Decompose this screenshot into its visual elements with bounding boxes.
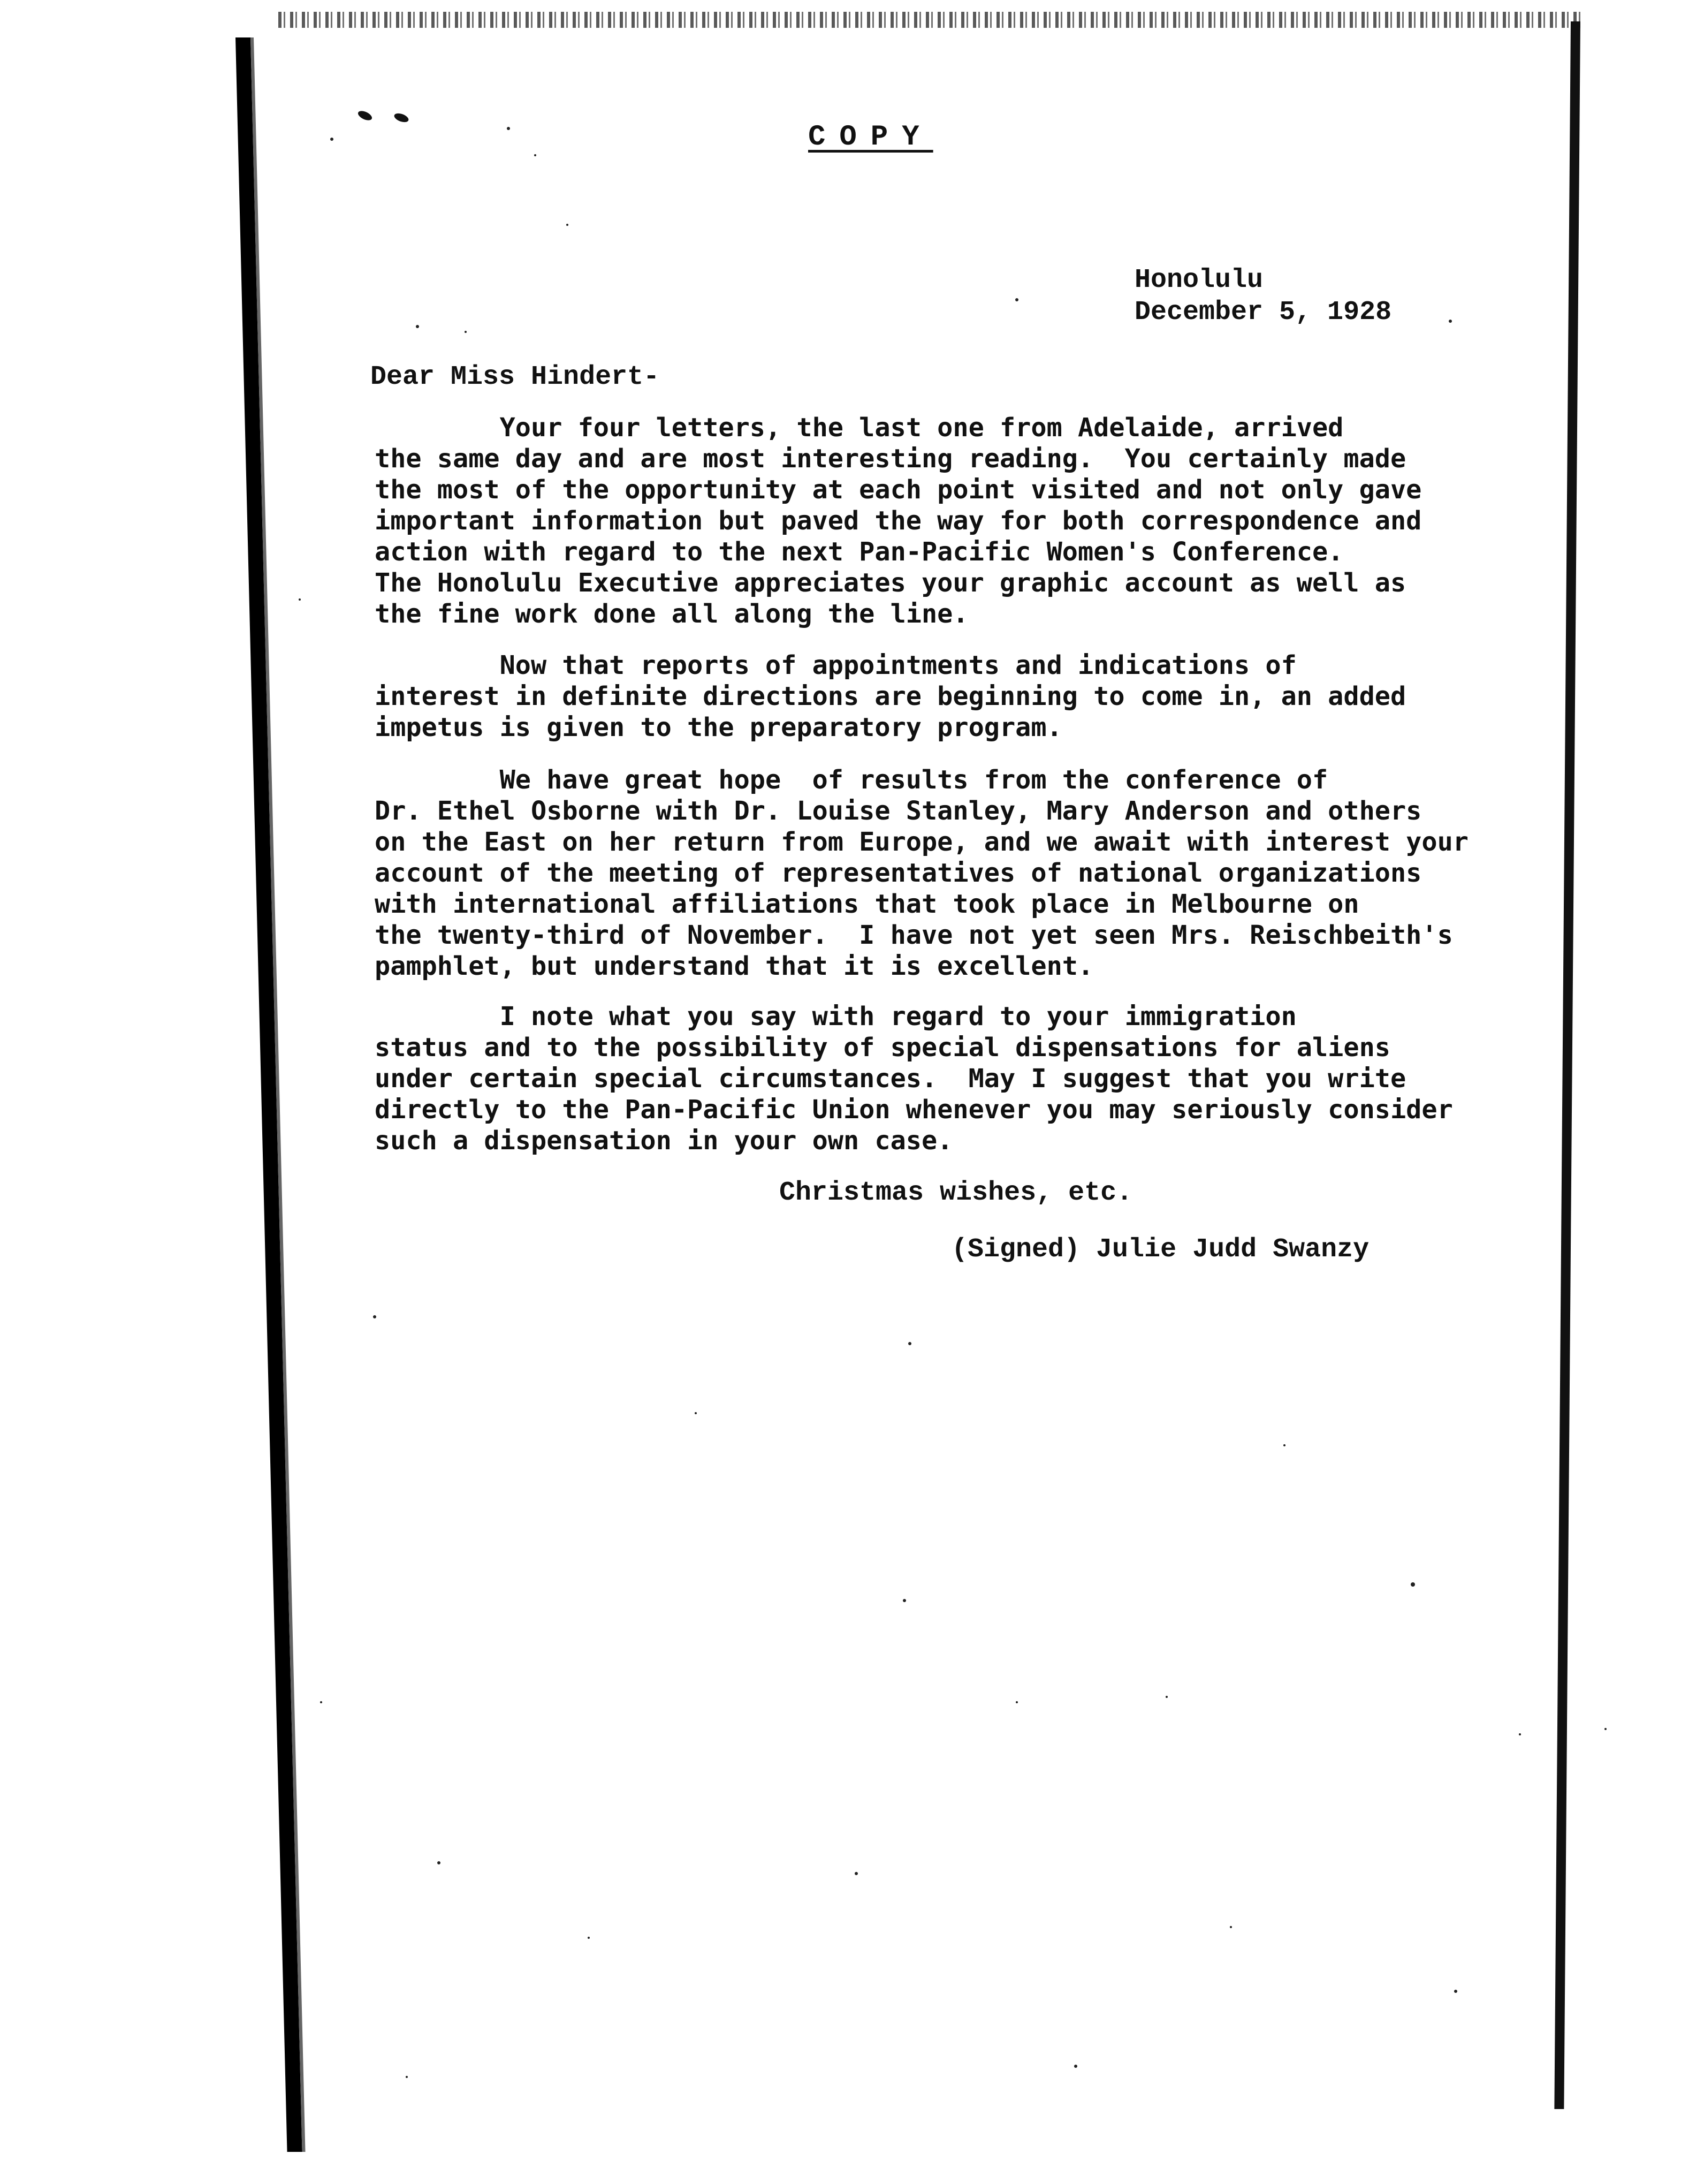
closing: Christmas wishes, etc. — [779, 1178, 1133, 1208]
signature-line: (Signed) Julie Judd Swanzy — [952, 1234, 1370, 1265]
page-left-edge-shadow — [250, 37, 306, 2152]
letter-paragraph: Your four letters, the last one from Adelaide, arrived the same day and are most interesting reading. You certainly made the most of the opportunity at each point visited and not only gave important information but paved the way for both correspondence and action with regard to the next Pan-Pacific Women's Conference. The Honolulu Executive appreciates your graphic account as well as the fine work done all along the line. — [375, 413, 1422, 629]
ink-marks — [353, 107, 417, 128]
letter-place-date — [1135, 264, 1391, 329]
copy-heading: COPY — [808, 121, 933, 154]
page-left-edge — [235, 37, 302, 2152]
letter-paragraph: We have great hope of results from the conference of Dr. Ethel Osborne with Dr. Louise Stanley, Mary Anderson and others on the East on her return from Europe, and we await with interest your account of the meeting of representatives of national organizations with international affiliations that took place in Melbourne on the twenty-third of November. I have not yet seen Mrs. Reischbeith's pamphlet, but understand that it is excellent. — [375, 765, 1469, 981]
letter-paragraph: I note what you say with regard to your immigration status and to the possibility of special dispensations for aliens under certain special circumstances. May I suggest that you write directly to the Pan-Pacific Union whenever you may seriously consider such a dispensation in your own case. — [375, 1002, 1453, 1156]
letter-place: Honolulu — [1135, 265, 1264, 295]
salutation: Dear Miss Hindert- — [370, 362, 660, 392]
letter-date: December 5, 1928 — [1135, 297, 1392, 328]
letter-paragraph: Now that reports of appointments and indications of interest in definite directions are beginning to come in, an added impetus is given to the preparatory program. — [375, 650, 1406, 742]
page-top-edge — [278, 12, 1584, 28]
